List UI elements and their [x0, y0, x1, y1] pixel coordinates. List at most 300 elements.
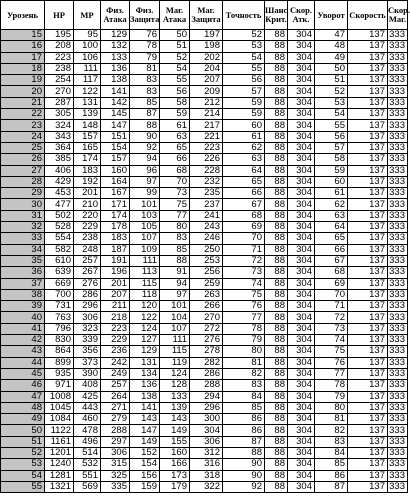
table-row — [1, 346, 408, 357]
header-phys-attack: Физ. Атака — [101, 1, 130, 30]
table-cell: 136 — [130, 380, 160, 391]
table-cell: 143 — [130, 414, 160, 425]
table-cell: 88 — [265, 131, 288, 142]
table-cell: 52 — [223, 30, 265, 41]
table-cell: 935 — [45, 368, 74, 379]
table-cell: 66 — [160, 154, 190, 165]
table-row — [1, 470, 408, 481]
table-cell: 304 — [288, 425, 315, 436]
table-cell: 333 — [388, 323, 408, 334]
table-cell: 250 — [190, 244, 223, 255]
table-cell: 88 — [265, 425, 288, 436]
table-cell: 95 — [74, 30, 101, 41]
table-cell: 137 — [348, 436, 388, 447]
table-cell: 1161 — [45, 436, 74, 447]
table-cell: 66 — [315, 244, 348, 255]
table-cell: 1201 — [45, 447, 74, 458]
table-cell: 94 — [130, 154, 160, 165]
table-cell: 137 — [348, 154, 388, 165]
table-cell: 356 — [74, 346, 101, 357]
table-cell: 91 — [160, 267, 190, 278]
table-cell: 304 — [288, 210, 315, 221]
table-cell: 79 — [130, 52, 160, 63]
table-cell: 196 — [101, 267, 130, 278]
table-cell: 111 — [160, 335, 190, 346]
table-cell: 76 — [315, 357, 348, 368]
table-cell: 84 — [223, 391, 265, 402]
table-cell: 115 — [160, 346, 190, 357]
table-cell: 141 — [101, 86, 130, 97]
table-cell: 304 — [288, 470, 315, 481]
level-cell: 52 — [1, 447, 45, 458]
table-cell: 86 — [315, 470, 348, 481]
table-cell: 77 — [160, 210, 190, 221]
table-cell: 88 — [265, 222, 288, 233]
table-cell: 101 — [160, 301, 190, 312]
table-cell: 276 — [74, 278, 101, 289]
table-cell: 304 — [288, 255, 315, 266]
table-cell: 137 — [348, 380, 388, 391]
table-cell: 88 — [265, 335, 288, 346]
table-cell: 77 — [315, 368, 348, 379]
level-cell: 29 — [1, 188, 45, 199]
table-cell: 137 — [348, 142, 388, 153]
table-cell: 157 — [74, 131, 101, 142]
table-cell: 669 — [45, 278, 74, 289]
table-cell: 1321 — [45, 481, 74, 492]
table-cell: 174 — [74, 154, 101, 165]
table-cell: 333 — [388, 346, 408, 357]
header-accuracy: Точность — [223, 1, 265, 30]
table-cell: 242 — [101, 357, 130, 368]
table-cell: 88 — [265, 52, 288, 63]
table-cell: 304 — [288, 176, 315, 187]
table-cell: 167 — [101, 188, 130, 199]
table-cell: 164 — [101, 176, 130, 187]
table-cell: 1045 — [45, 402, 74, 413]
table-cell: 88 — [130, 120, 160, 131]
table-cell: 408 — [74, 380, 101, 391]
table-cell: 333 — [388, 30, 408, 41]
table-cell: 304 — [288, 289, 315, 300]
table-cell: 610 — [45, 255, 74, 266]
table-cell: 56 — [160, 86, 190, 97]
table-cell: 286 — [74, 289, 101, 300]
level-cell: 31 — [1, 210, 45, 221]
table-cell: 58 — [315, 154, 348, 165]
table-cell: 304 — [288, 30, 315, 41]
header-crit-chance: Шанс Крит. — [265, 1, 288, 30]
table-cell: 312 — [190, 447, 223, 458]
table-cell: 100 — [74, 41, 101, 52]
table-cell: 256 — [190, 267, 223, 278]
table-cell: 137 — [348, 447, 388, 458]
table-cell: 137 — [348, 459, 388, 470]
table-cell: 92 — [130, 142, 160, 153]
table-cell: 278 — [190, 346, 223, 357]
table-row — [1, 481, 408, 492]
table-cell: 429 — [45, 176, 74, 187]
table-cell: 85 — [160, 244, 190, 255]
table-cell: 304 — [288, 481, 315, 492]
table-cell: 333 — [388, 75, 408, 86]
table-cell: 113 — [130, 267, 160, 278]
table-cell: 88 — [265, 109, 288, 120]
level-cell: 40 — [1, 312, 45, 323]
table-cell: 76 — [130, 30, 160, 41]
level-cell: 53 — [1, 459, 45, 470]
table-cell: 333 — [388, 52, 408, 63]
table-row — [1, 188, 408, 199]
level-cell: 41 — [1, 323, 45, 334]
table-cell: 1122 — [45, 425, 74, 436]
table-cell: 137 — [348, 52, 388, 63]
table-cell: 88 — [265, 199, 288, 210]
table-cell: 137 — [348, 63, 388, 74]
table-cell: 151 — [101, 131, 130, 142]
table-cell: 59 — [223, 97, 265, 108]
table-cell: 72 — [315, 312, 348, 323]
level-cell: 26 — [1, 154, 45, 165]
table-cell: 333 — [388, 402, 408, 413]
table-cell: 107 — [160, 323, 190, 334]
table-cell: 238 — [45, 63, 74, 74]
table-cell: 137 — [348, 244, 388, 255]
table-cell: 79 — [223, 335, 265, 346]
table-cell: 88 — [265, 86, 288, 97]
table-cell: 137 — [348, 402, 388, 413]
table-cell: 333 — [388, 278, 408, 289]
table-cell: 51 — [315, 75, 348, 86]
table-cell: 137 — [348, 41, 388, 52]
header-speed: Скорость — [348, 1, 388, 30]
table-cell: 73 — [160, 188, 190, 199]
table-cell: 47 — [315, 30, 348, 41]
table-cell: 304 — [288, 402, 315, 413]
table-cell: 73 — [223, 267, 265, 278]
table-cell: 304 — [288, 199, 315, 210]
table-cell: 65 — [223, 176, 265, 187]
table-cell: 120 — [130, 301, 160, 312]
table-cell: 165 — [74, 142, 101, 153]
table-cell: 137 — [348, 267, 388, 278]
table-cell: 254 — [45, 75, 74, 86]
table-cell: 137 — [348, 176, 388, 187]
table-row — [1, 131, 408, 142]
table-cell: 54 — [223, 52, 265, 63]
table-cell: 228 — [190, 165, 223, 176]
table-cell: 532 — [74, 459, 101, 470]
table-cell: 148 — [74, 120, 101, 131]
table-cell: 129 — [101, 30, 130, 41]
table-cell: 145 — [101, 109, 130, 120]
table-cell: 78 — [315, 380, 348, 391]
table-cell: 207 — [101, 289, 130, 300]
table-cell: 80 — [223, 346, 265, 357]
table-cell: 138 — [101, 75, 130, 86]
table-cell: 259 — [190, 278, 223, 289]
table-cell: 85 — [223, 402, 265, 413]
table-row — [1, 199, 408, 210]
table-cell: 287 — [45, 97, 74, 108]
table-cell: 178 — [101, 222, 130, 233]
table-cell: 137 — [348, 188, 388, 199]
table-cell: 373 — [74, 357, 101, 368]
table-cell: 137 — [348, 368, 388, 379]
table-cell: 88 — [265, 312, 288, 323]
table-cell: 88 — [265, 255, 288, 266]
table-cell: 333 — [388, 368, 408, 379]
table-cell: 304 — [288, 142, 315, 153]
table-cell: 64 — [223, 165, 265, 176]
table-cell: 88 — [265, 323, 288, 334]
table-cell: 333 — [388, 391, 408, 402]
table-cell: 137 — [348, 131, 388, 142]
table-cell: 333 — [388, 414, 408, 425]
table-cell: 59 — [160, 109, 190, 120]
table-cell: 131 — [74, 97, 101, 108]
table-cell: 315 — [101, 459, 130, 470]
table-cell: 296 — [190, 402, 223, 413]
table-cell: 74 — [315, 335, 348, 346]
table-cell: 111 — [74, 63, 101, 74]
table-cell: 333 — [388, 199, 408, 210]
table-cell: 208 — [45, 41, 74, 52]
table-cell: 238 — [74, 233, 101, 244]
level-cell: 43 — [1, 346, 45, 357]
table-cell: 223 — [45, 52, 74, 63]
table-cell: 71 — [223, 244, 265, 255]
table-cell: 55 — [315, 120, 348, 131]
table-cell: 81 — [130, 63, 160, 74]
table-cell: 88 — [265, 233, 288, 244]
table-cell: 333 — [388, 41, 408, 52]
table-cell: 96 — [130, 165, 160, 176]
table-cell: 104 — [160, 312, 190, 323]
table-cell: 101 — [130, 199, 160, 210]
level-cell: 54 — [1, 470, 45, 481]
table-cell: 333 — [388, 86, 408, 97]
level-cell: 44 — [1, 357, 45, 368]
table-cell: 88 — [265, 380, 288, 391]
table-row — [1, 301, 408, 312]
table-cell: 304 — [288, 165, 315, 176]
table-cell: 137 — [348, 109, 388, 120]
table-cell: 333 — [388, 255, 408, 266]
table-cell: 333 — [388, 222, 408, 233]
table-cell: 137 — [348, 414, 388, 425]
table-cell: 88 — [265, 447, 288, 458]
table-cell: 276 — [190, 335, 223, 346]
table-cell: 105 — [130, 222, 160, 233]
table-cell: 86 — [223, 425, 265, 436]
table-cell: 325 — [101, 470, 130, 481]
table-cell: 166 — [160, 459, 190, 470]
table-cell: 304 — [190, 425, 223, 436]
table-cell: 137 — [348, 233, 388, 244]
table-cell: 217 — [190, 120, 223, 131]
table-cell: 63 — [315, 210, 348, 221]
table-cell: 316 — [190, 459, 223, 470]
table-cell: 136 — [101, 63, 130, 74]
table-cell: 147 — [130, 425, 160, 436]
table-cell: 84 — [315, 447, 348, 458]
table-row — [1, 109, 408, 120]
table-cell: 72 — [223, 255, 265, 266]
table-cell: 129 — [130, 346, 160, 357]
table-cell: 54 — [315, 109, 348, 120]
table-cell: 209 — [190, 86, 223, 97]
level-cell: 28 — [1, 176, 45, 187]
table-cell: 88 — [265, 414, 288, 425]
table-cell: 272 — [190, 323, 223, 334]
table-cell: 212 — [190, 97, 223, 108]
table-cell: 133 — [101, 52, 130, 63]
table-cell: 88 — [265, 244, 288, 255]
table-cell: 333 — [388, 109, 408, 120]
level-cell: 47 — [1, 391, 45, 402]
header-level: Урозень — [1, 1, 45, 30]
table-cell: 68 — [223, 210, 265, 221]
table-cell: 406 — [45, 165, 74, 176]
table-cell: 304 — [288, 346, 315, 357]
table-cell: 127 — [130, 335, 160, 346]
table-cell: 83 — [223, 380, 265, 391]
header-hp: HP — [45, 1, 74, 30]
table-cell: 496 — [74, 436, 101, 447]
table-cell: 304 — [288, 391, 315, 402]
table-cell: 364 — [45, 142, 74, 153]
table-cell: 62 — [223, 142, 265, 153]
table-cell: 796 — [45, 323, 74, 334]
table-cell: 137 — [348, 30, 388, 41]
header-mag-defense: Маг. Защита — [190, 1, 223, 30]
table-cell: 1240 — [45, 459, 74, 470]
table-cell: 137 — [348, 481, 388, 492]
header-cast-speed: Скор. Маг. — [388, 1, 408, 30]
table-cell: 155 — [160, 436, 190, 447]
table-cell: 70 — [160, 176, 190, 187]
table-cell: 318 — [190, 470, 223, 481]
table-cell: 87 — [315, 481, 348, 492]
table-cell: 61 — [315, 188, 348, 199]
table-cell: 830 — [45, 335, 74, 346]
table-cell: 152 — [130, 447, 160, 458]
table-cell: 79 — [315, 391, 348, 402]
level-cell: 36 — [1, 267, 45, 278]
table-cell: 333 — [388, 63, 408, 74]
table-cell: 53 — [223, 41, 265, 52]
level-cell: 23 — [1, 120, 45, 131]
header-mp: MP — [74, 1, 101, 30]
table-cell: 201 — [74, 188, 101, 199]
table-cell: 147 — [101, 120, 130, 131]
table-cell: 191 — [101, 255, 130, 266]
table-cell: 117 — [74, 75, 101, 86]
table-cell: 246 — [190, 233, 223, 244]
table-cell: 333 — [388, 481, 408, 492]
table-cell: 864 — [45, 346, 74, 357]
table-row — [1, 63, 408, 74]
table-cell: 304 — [288, 447, 315, 458]
table-cell: 141 — [130, 402, 160, 413]
level-cell: 25 — [1, 142, 45, 153]
table-cell: 137 — [348, 210, 388, 221]
table-cell: 137 — [348, 346, 388, 357]
level-cell: 51 — [1, 436, 45, 447]
table-cell: 514 — [74, 447, 101, 458]
table-cell: 88 — [265, 30, 288, 41]
table-cell: 282 — [190, 357, 223, 368]
table-cell: 237 — [190, 199, 223, 210]
table-cell: 62 — [315, 199, 348, 210]
level-cell: 42 — [1, 335, 45, 346]
table-cell: 201 — [101, 278, 130, 289]
table-cell: 333 — [388, 301, 408, 312]
table-cell: 58 — [160, 97, 190, 108]
table-cell: 119 — [160, 357, 190, 368]
table-cell: 304 — [288, 335, 315, 346]
table-cell: 97 — [130, 176, 160, 187]
table-cell: 61 — [160, 120, 190, 131]
table-cell: 528 — [45, 222, 74, 233]
table-cell: 333 — [388, 176, 408, 187]
table-cell: 137 — [348, 199, 388, 210]
table-cell: 226 — [190, 154, 223, 165]
table-cell: 88 — [265, 154, 288, 165]
table-cell: 88 — [265, 278, 288, 289]
table-cell: 65 — [315, 233, 348, 244]
table-cell: 137 — [348, 97, 388, 108]
table-cell: 83 — [130, 86, 160, 97]
table-cell: 385 — [45, 154, 74, 165]
table-cell: 90 — [130, 131, 160, 142]
table-cell: 149 — [130, 436, 160, 447]
table-cell: 202 — [190, 52, 223, 63]
table-cell: 156 — [130, 470, 160, 481]
table-cell: 551 — [74, 470, 101, 481]
table-cell: 88 — [265, 176, 288, 187]
level-cell: 48 — [1, 402, 45, 413]
table-cell: 304 — [288, 109, 315, 120]
table-cell: 197 — [190, 30, 223, 41]
table-cell: 195 — [45, 30, 74, 41]
table-cell: 88 — [160, 255, 190, 266]
table-cell: 333 — [388, 244, 408, 255]
table-cell: 88 — [265, 210, 288, 221]
table-cell: 63 — [223, 154, 265, 165]
table-cell: 80 — [315, 402, 348, 413]
table-cell: 333 — [388, 436, 408, 447]
table-cell: 333 — [388, 165, 408, 176]
table-row — [1, 402, 408, 413]
table-cell: 88 — [265, 459, 288, 470]
table-cell: 192 — [74, 176, 101, 187]
table-row — [1, 357, 408, 368]
table-cell: 304 — [288, 380, 315, 391]
table-cell: 124 — [160, 368, 190, 379]
table-cell: 154 — [101, 142, 130, 153]
table-row — [1, 447, 408, 458]
table-cell: 122 — [74, 86, 101, 97]
table-cell: 304 — [288, 86, 315, 97]
table-cell: 223 — [190, 142, 223, 153]
table-cell: 137 — [348, 86, 388, 97]
table-cell: 333 — [388, 131, 408, 142]
table-cell: 1281 — [45, 470, 74, 481]
table-cell: 154 — [130, 459, 160, 470]
table-cell: 60 — [315, 176, 348, 187]
